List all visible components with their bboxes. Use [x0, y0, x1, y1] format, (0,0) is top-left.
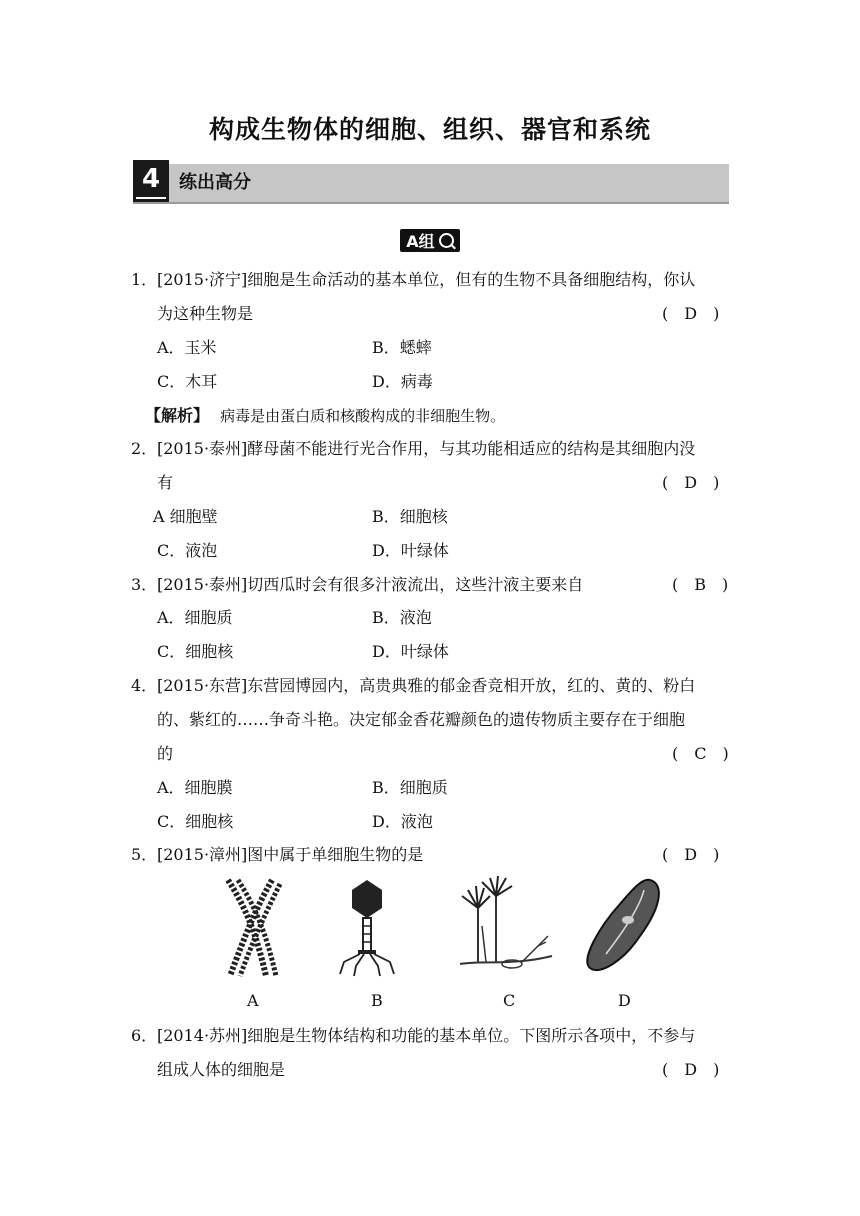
section-number-badge: 4: [133, 160, 169, 202]
figure-label-d: D: [618, 991, 631, 1010]
option: A 细胞壁: [153, 507, 218, 526]
option: D．病毒: [372, 372, 433, 391]
section-banner: [133, 164, 729, 204]
answer-marker: ( D ): [662, 845, 720, 864]
magnifier-icon: [439, 233, 454, 248]
question-number: 6．: [131, 1026, 158, 1045]
figure-c-mold: [452, 876, 562, 976]
question-number: 1．: [131, 270, 158, 289]
option: B．液泡: [372, 608, 432, 627]
figure-label-b: B: [371, 991, 383, 1010]
question-number: 5．: [131, 845, 158, 864]
option: A．玉米: [157, 338, 217, 357]
option: B．细胞核: [372, 507, 448, 526]
question-text-line: [2014·苏州]细胞是生物体结构和功能的基本单位。下图所示各项中，不参与: [157, 1026, 696, 1045]
question-text-line: 的、紫红的……争奇斗艳。决定郁金香花瓣颜色的遗传物质主要存在于细胞: [157, 710, 686, 729]
question-text-line: [2015·泰州]酵母菌不能进行光合作用，与其功能相适应的结构是其细胞内没: [157, 439, 696, 458]
question-text-line: 组成人体的细胞是: [157, 1060, 286, 1079]
figure-a-spirals: [216, 878, 286, 978]
question-text-line: 的: [157, 744, 174, 763]
answer-marker: ( B ): [672, 575, 729, 594]
figure-label-a: A: [247, 991, 259, 1010]
option: B．蟋蟀: [372, 338, 432, 357]
question-text-line: 有: [157, 473, 174, 492]
question-text-line: [2015·泰州]切西瓜时会有很多汁液流出，这些汁液主要来自: [157, 575, 584, 594]
option: C．细胞核: [157, 812, 234, 831]
option: A．细胞质: [157, 608, 233, 627]
figure-label-c: C: [503, 991, 516, 1010]
option: A．细胞膜: [157, 778, 233, 797]
figure-b-virus: [332, 878, 402, 978]
figure-d-paramecium: [580, 876, 670, 976]
group-label: A组: [406, 232, 435, 251]
option: C．液泡: [157, 541, 218, 560]
question-text-line: 为这种生物是: [157, 304, 254, 323]
page-title: 构成生物体的细胞、组织、器官和系统: [208, 115, 651, 144]
question-number: 2．: [131, 439, 158, 458]
group-badge: [400, 229, 460, 252]
answer-marker: ( D ): [662, 473, 720, 492]
question-number: 4．: [131, 676, 158, 695]
question-text-line: [2015·东营]东营园博园内，高贵典雅的郁金香竞相开放，红的、黄的、粉白: [157, 676, 696, 695]
analysis-tag: 【解析】: [145, 406, 210, 425]
option: C．细胞核: [157, 642, 234, 661]
option: D．叶绿体: [372, 541, 449, 560]
option: D．叶绿体: [372, 642, 449, 661]
question-text-line: [2015·济宁]细胞是生命活动的基本单位，但有的生物不具备细胞结构，你认: [157, 270, 696, 289]
answer-marker: ( D ): [662, 1060, 720, 1079]
analysis-text: 病毒是由蛋白质和核酸构成的非细胞生物。: [220, 407, 506, 425]
answer-marker: ( D ): [662, 304, 720, 323]
answer-marker: ( C ): [672, 744, 729, 763]
section-label: 练出高分: [179, 172, 251, 193]
option: B．细胞质: [372, 778, 448, 797]
option: D．液泡: [372, 812, 433, 831]
question-text-line: [2015·漳州]图中属于单细胞生物的是: [157, 845, 424, 864]
option: C．木耳: [157, 372, 218, 391]
question-number: 3．: [131, 575, 158, 594]
